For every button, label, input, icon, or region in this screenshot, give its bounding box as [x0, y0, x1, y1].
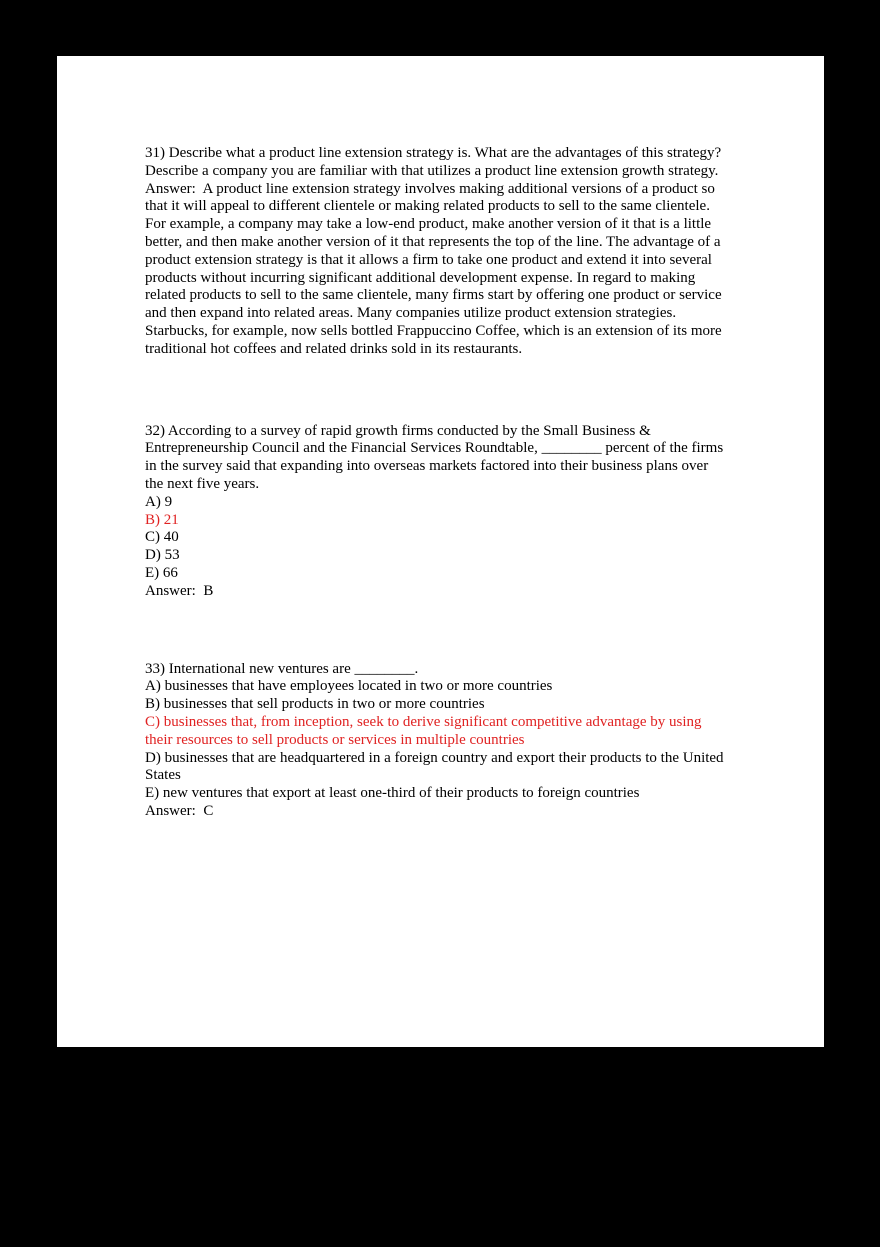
question-31-line: 31) Describe what a product line extension strategy is. What are the advantages of this strategy?	[145, 145, 722, 161]
question-31-answer-line: product extension strategy is that it allows a firm to take one product and extend it into several	[145, 251, 712, 268]
question-31-answer-line: traditional hot coffees and related drinks sold in its restaurants.	[145, 340, 523, 357]
question-33-option-c-correct: C) businesses that, from inception, seek to derive significant competitive advantage by using	[145, 713, 702, 730]
question-31-line: Describe a company you are familiar with that utilizes a product line extension growth strategy.	[145, 162, 719, 179]
question-32-option-b-correct: B) 21	[145, 511, 179, 528]
page-content	[145, 145, 785, 821]
question-33	[145, 661, 785, 821]
question-32-option-c: C) 40	[145, 529, 179, 546]
question-31-answer-line: better, and then make another version of it that represents the top of the line. The advantage of a	[145, 233, 721, 250]
question-31-answer-line: products without incurring significant additional development expense. In regard to making	[145, 269, 696, 286]
question-32-answer-line: Answer: B	[145, 582, 214, 599]
question-33-answer-line: Answer: C	[145, 802, 214, 819]
question-31-answer-line: related products to sell to the same clientele, many firms start by offering one product or service	[145, 287, 722, 304]
question-32-option-e: E) 66	[145, 564, 178, 581]
question-31-answer-line: and then expand into related areas. Many companies utilize product extension strategies.	[145, 305, 677, 322]
question-31-answer-line: For example, a company may take a low-end product, make another version of it that is a little	[145, 216, 712, 233]
question-33-option-e: E) new ventures that export at least one-third of their products to foreign countries	[145, 785, 640, 802]
question-33-option-b: B) businesses that sell products in two or more countries	[145, 696, 485, 713]
question-33-line: 33) International new ventures are ________.	[145, 660, 419, 677]
question-32-line: the next five years.	[145, 475, 260, 492]
document-page	[57, 56, 824, 1047]
question-32-line: 32) According to a survey of rapid growth firms conducted by the Small Business &	[145, 422, 651, 439]
question-31-answer-line: that it will appeal to different clientele or making related products to sell to the same clientele.	[145, 198, 710, 215]
question-31-answer-line: Starbucks, for example, now sells bottled Frappuccino Coffee, which is an extension of its more	[145, 322, 722, 339]
question-31	[145, 145, 785, 359]
question-32-line: in the survey said that expanding into overseas markets factored into their business plans over	[145, 458, 709, 475]
question-33-option-d: D) businesses that are headquartered in a foreign country and export their products to the United	[145, 749, 724, 766]
question-32-option-a: A) 9	[145, 493, 173, 510]
question-31-answer-line: Answer: A product line extension strategy involves making additional versions of a product so	[145, 180, 715, 197]
question-33-option-a: A) businesses that have employees located in two or more countries	[145, 678, 553, 695]
question-33-option-d: States	[145, 767, 181, 784]
question-32	[145, 423, 785, 601]
question-32-option-d: D) 53	[145, 547, 180, 564]
question-33-option-c-correct: their resources to sell products or services in multiple countries	[145, 731, 525, 748]
question-32-line: Entrepreneurship Council and the Financial Services Roundtable, ________ percent of the firms	[145, 440, 724, 457]
